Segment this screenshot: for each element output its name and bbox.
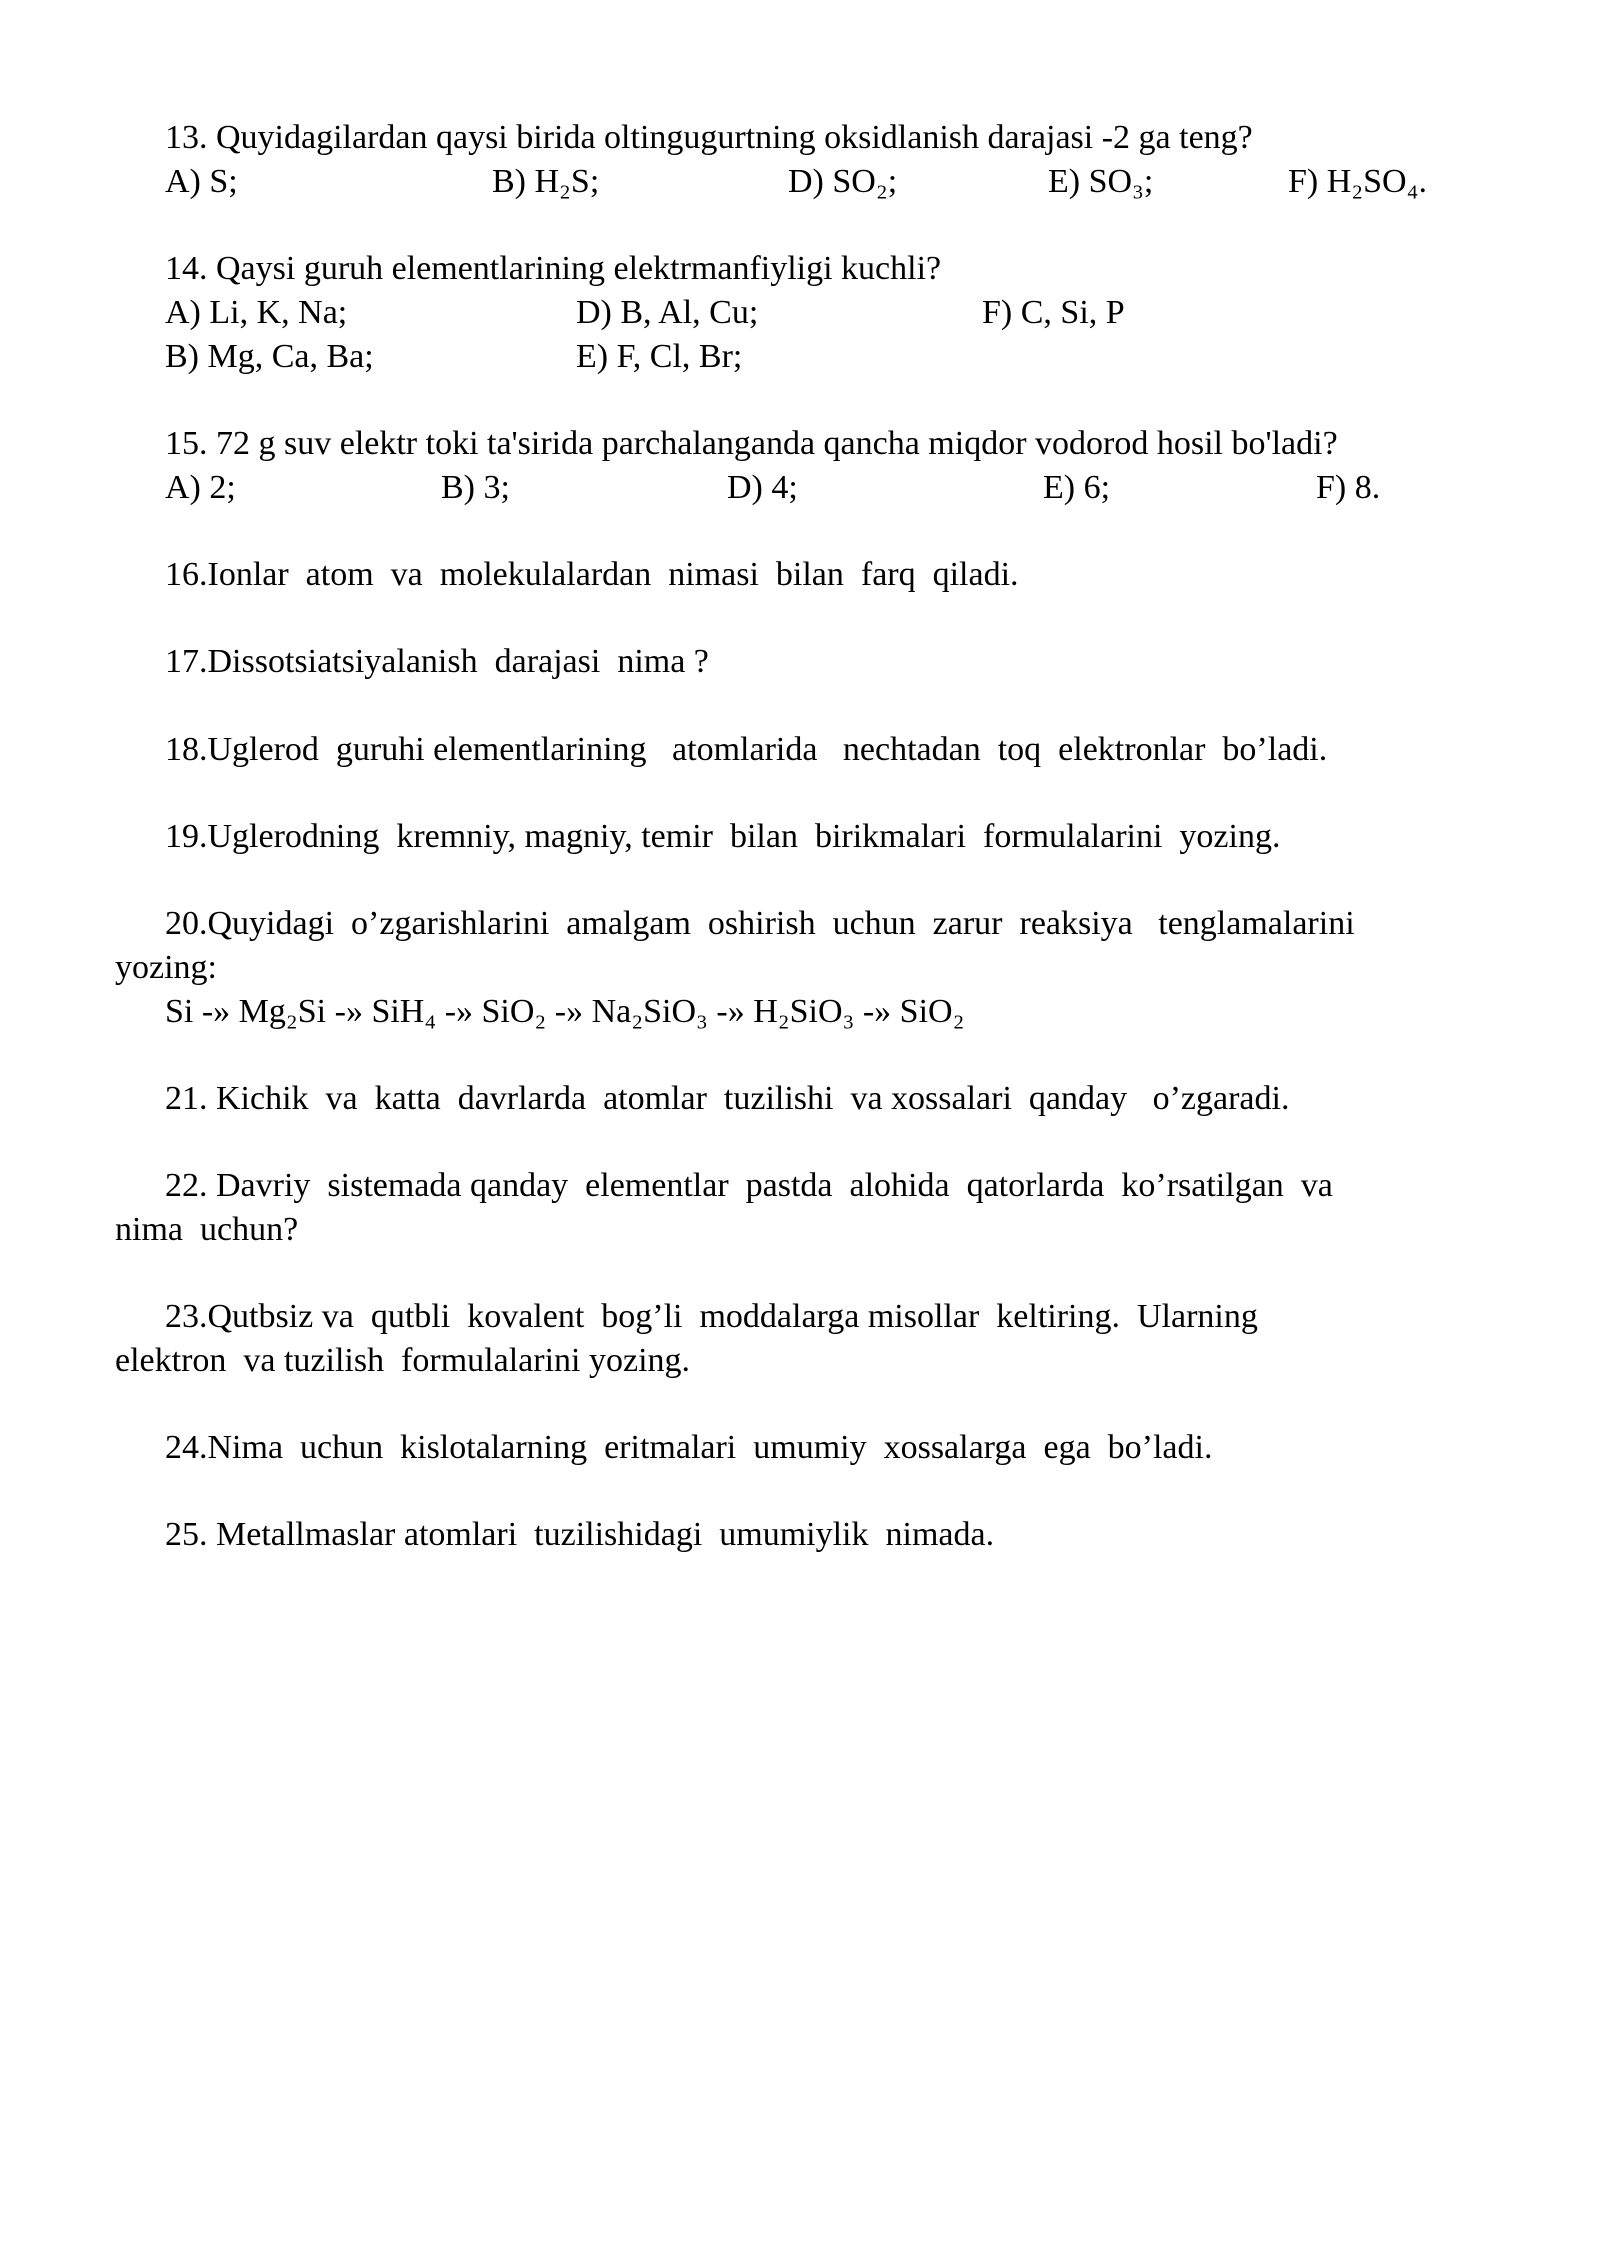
q13-option-d: D) SO₂; (788, 163, 898, 200)
question-16: 16.Ionlar atom va molekulalardan nimasi bilan farq qiladi. (165, 556, 1019, 593)
q15-option-b: B) 3; (441, 469, 510, 506)
q15-option-d: D) 4; (727, 469, 798, 506)
question-22-line-2: nima uchun? (115, 1211, 299, 1248)
question-20-line-1: 20.Quyidagi o’zgarishlarini amalgam oshirish uchun zarur reaksiya tenglamalarini (165, 905, 1355, 942)
q13-option-b: B) H₂S; (492, 163, 600, 200)
question-22-line-1: 22. Davriy sistemada qanday elementlar pastda alohida qatorlarda ko’rsatilgan va (165, 1167, 1333, 1204)
q14-option-a: A) Li, K, Na; (165, 294, 348, 331)
question-25: 25. Metallmaslar atomlari tuzilishidagi umumiylik nimada. (165, 1516, 995, 1553)
q15-option-e: E) 6; (1043, 469, 1111, 506)
q14-option-f: F) C, Si, P (982, 294, 1125, 331)
q15-option-f: F) 8. (1316, 469, 1381, 506)
question-15: 15. 72 g suv elektr toki ta'sirida parchalanganda qancha miqdor vodorod hosil bo'ladi? (165, 425, 1338, 462)
question-17: 17.Dissotsiatsiyalanish darajasi nima ? (165, 643, 709, 680)
question-23-line-1: 23.Qutbsiz va qutbli kovalent bog’li moddalarga misollar keltiring. Ularning (165, 1298, 1258, 1335)
question-14: 14. Qaysi guruh elementlarining elektrmanfiyligi kuchli? (165, 250, 942, 287)
question-23-line-2: elektron va tuzilish formulalarini yozing. (115, 1342, 691, 1379)
question-13: 13. Quyidagilardan qaysi birida oltingugurtning oksidlanish darajasi -2 ga teng? (165, 119, 1253, 156)
question-19: 19.Uglerodning kremniy, magniy, temir bilan birikmalari formulalarini yozing. (165, 818, 1281, 855)
question-20-scheme: Si -» Mg₂Si -» SiH₄ -» SiO₂ -» Na₂SiO₃ -» H₂SiO₃ -» SiO₂ (165, 993, 965, 1030)
q14-option-e: E) F, Cl, Br; (576, 338, 743, 375)
q14-option-b: B) Mg, Ca, Ba; (165, 338, 374, 375)
question-20-line-2: yozing: (115, 949, 217, 986)
q13-option-e: E) SO₃; (1048, 163, 1154, 200)
question-24: 24.Nima uchun kislotalarning eritmalari umumiy xossalarga ega bo’ladi. (165, 1429, 1213, 1466)
q14-option-d: D) B, Al, Cu; (576, 294, 759, 331)
question-21: 21. Kichik va katta davrlarda atomlar tuzilishi va xossalari qanday o’zgaradi. (165, 1080, 1290, 1117)
q15-option-a: A) 2; (165, 469, 236, 506)
q13-option-f: F) H₂SO₄. (1288, 163, 1427, 200)
question-18: 18.Uglerod guruhi elementlarining atomlarida nechtadan toq elektronlar bo’ladi. (165, 731, 1328, 768)
q13-option-a: A) S; (165, 163, 238, 200)
